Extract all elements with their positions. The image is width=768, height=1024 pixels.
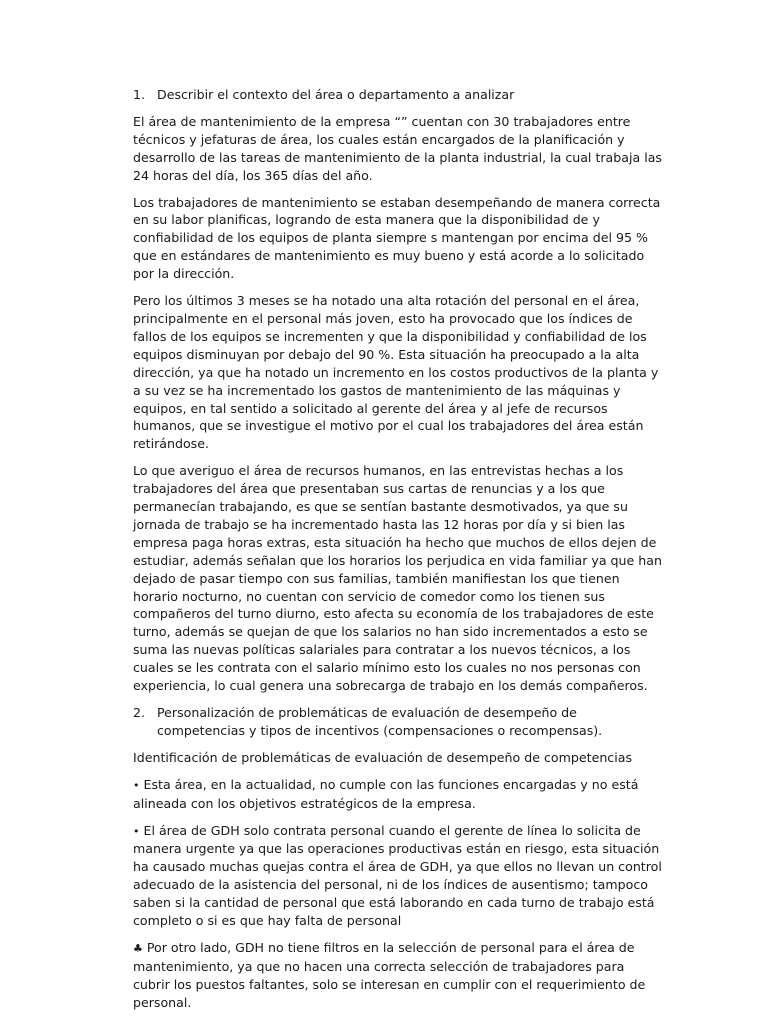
bullet-item <box>133 939 663 1012</box>
paragraph: Lo que averiguo el área de recursos humanos, en las entrevistas hechas a los trabajadores del área que presentaban sus cartas de renuncias y a los que permanecían trabajando, es que se sentían bastante desmotivados, ya que su jornada de trabajo se ha incrementado hasta las 12 horas por día y si bien las empresa paga horas extras, esta situación ha hecho que muchos de ellos dejen de estudiar, además señalan que los horarios los perjudica en vida familiar ya que han dejado de pasar tiempo con sus familias, también manifiestan los que tienen horario nocturno, no cuentan con servicio de comedor como los tienen sus compañeros del turno diurno, esto afecta su economía de los trabajadores de este turno, además se quejan de que los salarios no han sido incrementados a esto se suma las nuevas políticas salariales para contratar a los nuevos técnicos, a los cuales se les contrata con el salario mínimo esto los cuales no nos personas con experiencia, lo cual genera una sobrecarga de trabajo en los demás compañeros. <box>133 463 662 694</box>
bullet-text: El área de GDH solo contrata personal cuando el gerente de línea lo solicita de manera urgente ya que las operaciones productivas están en riesgo, esta situación ha causado muchas quejas contra el área de GDH, ya que ellos no llevan un control adecuado de la asistencia del personal, ni de los índices de ausentismo; tampoco saben si la cantidad de personal que está laborando en cada turno de trabajo está completo o si es que hay falta de personal <box>133 822 662 929</box>
paragraph: Pero los últimos 3 meses se ha notado una alta rotación del personal en el área, principalmente en el personal más joven, esto ha provocado que los índices de fallos de los equipos se incrementen y que la disponibilidad y confiabilidad de los equipos disminuyan por debajo del 90 %. Esta situación ha preocupado a la alta dirección, ya que ha notado un incremento en los costos productivos de la planta y a su vez se ha incrementado los gastos de mantenimiento de las máquinas y equipos, en tal sentido a solicitado al gerente del área y al jefe de recursos humanos, que se investigue el motivo por el cual los trabajadores del área están retirándose. <box>133 293 659 452</box>
bullet-icon: • <box>133 824 140 838</box>
paragraph: Los trabajadores de mantenimiento se estaban desempeñando de manera correcta en su labor planificas, logrando de esta manera que la disponibilidad de y confiabilidad de los equipos de planta siempre s mantengan por encima del 95 % que en estándares de mantenimiento es muy bueno y está acorde a lo solicitado por la dirección. <box>133 194 661 282</box>
bullet-item <box>133 822 663 930</box>
section-title: Personalización de problemáticas de evaluación de desempeño de competencias y tipos de incentivos (compensaciones o recompensas). <box>157 705 603 738</box>
bullet-icon: • <box>133 778 140 792</box>
bullet-item <box>133 776 663 813</box>
section-number: 1. <box>133 87 146 102</box>
section-heading-1 <box>133 86 663 104</box>
bullet-text: Por otro lado, GDH no tiene filtros en la selección de personal para el área de mantenimiento, ya que no hacen una correcta selección de trabajadores para cubrir los puestos faltantes, solo se interesan en cumplir con el requerimiento de personal. <box>133 939 646 1010</box>
section-number: 2. <box>133 705 146 720</box>
club-icon: ♣ <box>133 941 143 955</box>
document-page <box>133 86 663 1021</box>
paragraph: El área de mantenimiento de la empresa “” cuentan con 30 trabajadores entre técnicos y jefaturas de área, los cuales están encargados de la planificación y desarrollo de las tareas de mantenimiento de la planta industrial, la cual trabaja las 24 horas del día, los 365 días del año. <box>133 113 662 183</box>
bullet-text: Esta área, en la actualidad, no cumple con las funciones encargadas y no está alineada con los objetivos estratégicos de la empresa. <box>133 776 639 811</box>
subheading: Identificación de problemáticas de evaluación de desempeño de competencias <box>133 749 633 765</box>
section-title: Describir el contexto del área o departamento a analizar <box>157 87 515 102</box>
section-heading-2 <box>133 704 663 740</box>
